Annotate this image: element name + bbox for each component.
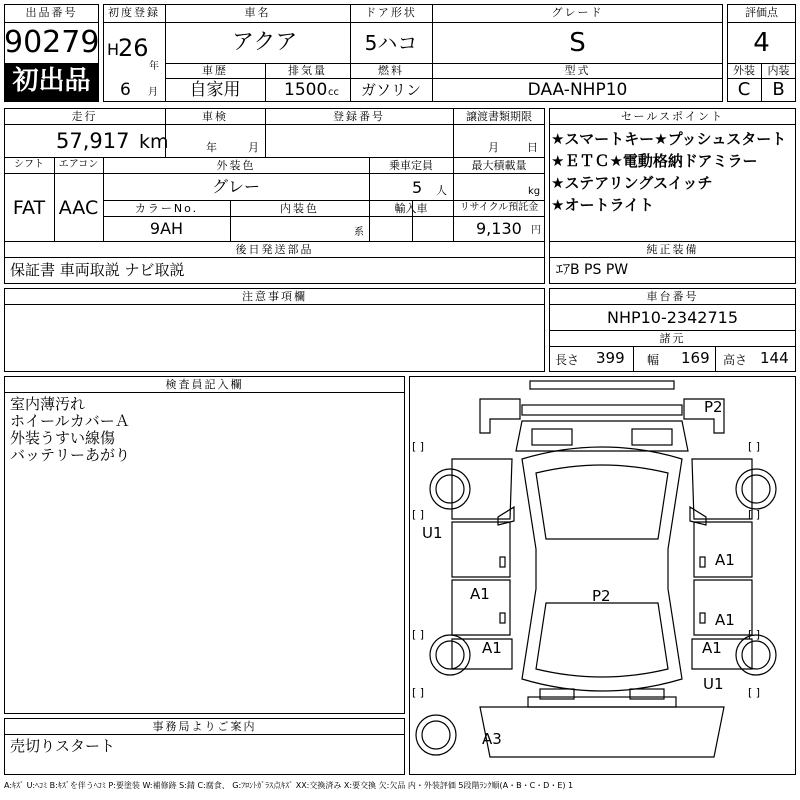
recycle-value: 9,130 — [476, 219, 522, 238]
capacity-unit: 人 — [436, 184, 447, 197]
mark-a1-right-1: A1 — [715, 551, 735, 569]
inspector-line-3: 外装うすい線傷 — [10, 429, 116, 447]
bracket-right-top: [ ] — [748, 440, 761, 453]
grade-label: グレード — [551, 6, 604, 19]
inspector-label: 検査員記入欄 — [165, 378, 244, 391]
shift-label: シフト — [14, 159, 44, 170]
mileage-label: 走行 — [71, 110, 98, 123]
office-label: 事務局よりご案内 — [152, 720, 257, 733]
bracket-right-bottom: [ ] — [748, 686, 761, 699]
car-diagram-drawing — [410, 377, 795, 774]
reg-label: 初度登録 — [108, 6, 160, 19]
sales-line-4: ★オートライト — [551, 196, 654, 214]
ac-label: エアコン — [58, 159, 99, 170]
legend-text: A:ｷｽﾞ U:ﾍｺﾐ B:ｷｽﾞを伴うﾍｺﾐ P:要塗装 W:補修跡 S:錆 C:腐食、 G:ﾌﾛﾝﾄｶﾞﾗｽ点ｷｽﾞ XX:交換済み X:要交換 欠:欠品 内・外装評価 5段階ﾗﾝｸ順(A・B・C・D・E) 1 — [4, 781, 574, 790]
fuel-value: ガソリン — [360, 81, 421, 99]
capacity-value: 5 — [412, 178, 423, 197]
sales-line-3: ★ステアリングスイッチ — [551, 174, 713, 192]
score-int-value: B — [772, 79, 785, 100]
ext-color-value: グレー — [211, 177, 260, 196]
import-label: 輸入車 — [394, 202, 428, 215]
mark-a1-right-2: A1 — [715, 611, 735, 629]
chassis-value: NHP10-2342715 — [606, 308, 739, 327]
reg-era: H — [107, 40, 120, 59]
lot-number: 90279 — [4, 25, 100, 60]
car-diagram — [409, 376, 796, 775]
inspector-line-4: バッテリーあがり — [10, 446, 131, 464]
color-no-value: 9AH — [149, 219, 184, 238]
load-unit: kg — [528, 186, 541, 197]
mileage-unit: km — [139, 131, 169, 153]
score-value: 4 — [753, 28, 770, 58]
fuel-label: 燃料 — [378, 64, 404, 77]
dims-length: 399 — [596, 349, 625, 367]
mark-a1-left-1: A1 — [470, 585, 490, 603]
mark-u1-right: U1 — [703, 675, 724, 693]
mileage-value: 57,917 — [56, 129, 130, 153]
inspector-line-2: ホイールカバーＡ — [10, 412, 130, 430]
transfer-month-unit: 月 — [488, 141, 499, 154]
mark-a1-right-3: A1 — [702, 639, 722, 657]
displacement-value: 1500 — [284, 80, 328, 100]
bracket-left-mid: [ ] — [412, 508, 425, 521]
model-label: 型式 — [564, 64, 591, 77]
capacity-label: 乗車定員 — [389, 159, 433, 172]
recycle-label: リサイクル預託金 — [459, 202, 539, 213]
reg-year: 26 — [118, 34, 149, 62]
door-value: 5ハコ — [364, 31, 418, 55]
mark-p2-top: P2 — [704, 398, 723, 416]
model-value: DAA-NHP10 — [527, 80, 628, 100]
mark-a3-bottom: A3 — [482, 730, 502, 748]
bracket-left-top: [ ] — [412, 440, 425, 453]
ext-color-label: 外装色 — [216, 159, 256, 172]
history-label: 車歴 — [202, 64, 228, 77]
sales-line-1: ★スマートキー★プッシュスタート — [551, 130, 787, 148]
car-name-value: アクア — [232, 30, 298, 55]
transfer-day-unit: 日 — [527, 141, 538, 154]
car-name-label: 車名 — [244, 6, 271, 19]
grade-value: S — [569, 28, 586, 58]
bracket-right-mid: [ ] — [748, 508, 761, 521]
parts-label: 後日発送部品 — [235, 243, 314, 256]
chassis-label: 車台番号 — [646, 290, 699, 303]
inspection-year-unit: 年 — [206, 141, 217, 154]
bracket-left-bottom: [ ] — [412, 686, 425, 699]
score-ext-label: 外装 — [733, 64, 755, 77]
bracket-left-low: [ ] — [412, 628, 425, 641]
door-label: ドア形状 — [365, 6, 417, 19]
dims-height-label: 高さ — [723, 353, 748, 367]
mark-a1-left-2: A1 — [482, 639, 502, 657]
reg-month-unit: 月 — [148, 87, 158, 98]
mark-u1-left: U1 — [422, 524, 443, 542]
sales-label: セールスポイント — [620, 110, 724, 123]
displacement-unit: cc — [328, 87, 339, 98]
score-ext-value: C — [737, 79, 751, 100]
dims-length-label: 長さ — [555, 353, 580, 367]
int-color-label: 内装色 — [280, 202, 319, 215]
parts-value: 保証書 車両取説 ナビ取説 — [10, 261, 185, 279]
lot-badge: 初出品 — [12, 66, 91, 96]
reg-month: 6 — [120, 80, 131, 100]
reg-year-unit: 年 — [149, 61, 159, 72]
inspection-month-unit: 月 — [248, 141, 259, 154]
score-label: 評価点 — [745, 6, 778, 19]
office-value: 売切りスタート — [10, 737, 116, 755]
score-int-label: 内装 — [767, 64, 790, 77]
bracket-right-low: [ ] — [748, 628, 761, 641]
dims-width: 169 — [681, 349, 710, 367]
inspector-line-1: 室内薄汚れ — [10, 395, 86, 413]
mark-p2-center: P2 — [592, 587, 611, 605]
dims-width-label: 幅 — [647, 353, 660, 367]
transfer-label: 譲渡書類期限 — [466, 110, 532, 123]
int-color-unit: 系 — [354, 227, 364, 238]
lot-label: 出品番号 — [25, 6, 78, 19]
load-label: 最大積載量 — [471, 159, 527, 172]
sales-line-2: ★ＥＴＣ★電動格納ドアミラー — [551, 152, 758, 170]
inspection-label: 車検 — [202, 110, 228, 123]
shift-value: FAT — [12, 197, 46, 219]
history-value: 自家用 — [189, 80, 241, 100]
dims-height: 144 — [760, 349, 789, 367]
equipment-value: ｴｱB PS PW — [556, 262, 629, 278]
plate-label: 登録番号 — [333, 110, 385, 123]
recycle-unit: 円 — [531, 225, 541, 236]
color-no-label: カラーNo. — [134, 202, 199, 215]
notes-label: 注意事項欄 — [242, 290, 307, 303]
displacement-label: 排気量 — [288, 64, 327, 77]
ac-value: AAC — [58, 197, 99, 219]
equipment-label: 純正装備 — [646, 243, 699, 256]
dims-label: 諸元 — [659, 332, 686, 345]
